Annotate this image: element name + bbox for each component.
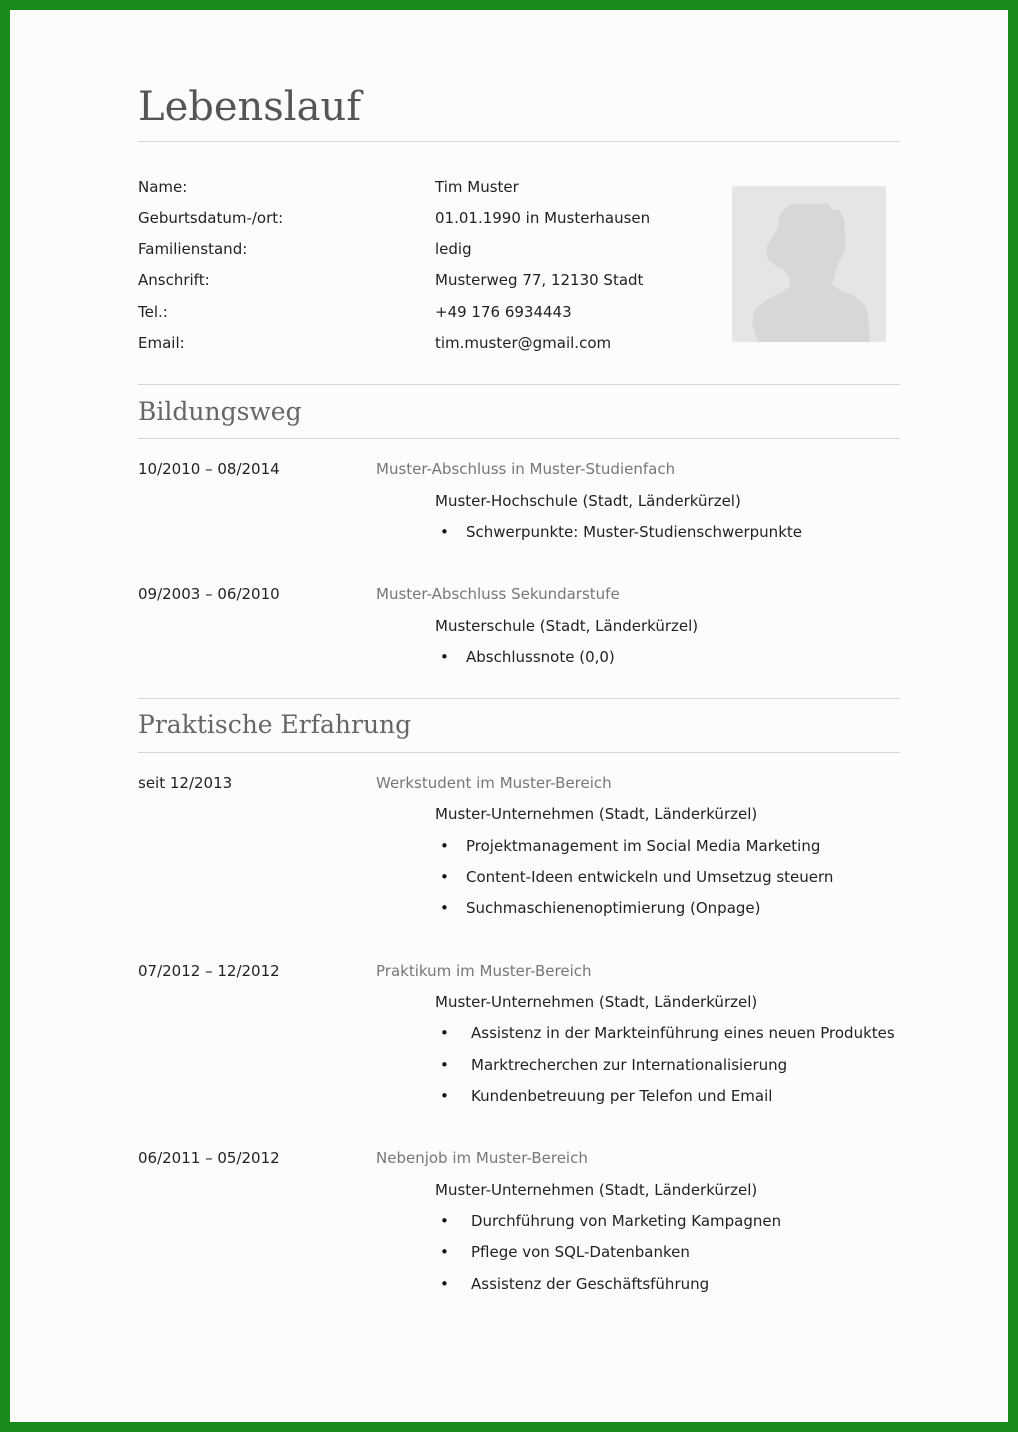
entry-role: Muster-Abschluss Sekundarstufe <box>376 585 620 603</box>
section-heading-experience: Praktische Erfahrung <box>138 710 412 739</box>
divider <box>138 141 900 142</box>
entry-institution: Muster-Unternehmen (Stadt, Länderkürzel) <box>435 993 758 1011</box>
value-email: tim.muster@gmail.com <box>435 334 612 352</box>
label-email: Email: <box>138 334 185 352</box>
entry-role: Praktikum im Muster-Bereich <box>376 962 592 980</box>
entry-date: 06/2011 – 05/2012 <box>138 1149 280 1167</box>
label-birth: Geburtsdatum-/ort: <box>138 209 284 227</box>
list-item: • Assistenz der Geschäftsführung <box>440 1275 710 1293</box>
value-phone: +49 176 6934443 <box>435 303 572 321</box>
person-silhouette-icon <box>732 186 886 342</box>
value-marital: ledig <box>435 240 472 258</box>
divider <box>138 384 900 385</box>
entry-role: Nebenjob im Muster-Bereich <box>376 1149 588 1167</box>
list-item: • Durchführung von Marketing Kampagnen <box>440 1212 782 1230</box>
entry-institution: Muster-Hochschule (Stadt, Länderkürzel) <box>435 492 741 510</box>
value-address: Musterweg 77, 12130 Stadt <box>435 271 644 289</box>
section-heading-education: Bildungsweg <box>138 397 302 426</box>
label-address: Anschrift: <box>138 271 210 289</box>
label-phone: Tel.: <box>138 303 168 321</box>
label-marital: Familienstand: <box>138 240 248 258</box>
value-birth: 01.01.1990 in Musterhausen <box>435 209 651 227</box>
label-name: Name: <box>138 178 188 196</box>
value-name: Tim Muster <box>435 178 519 196</box>
list-item: • Marktrecherchen zur Internationalisierung <box>440 1056 788 1074</box>
cv-page <box>10 10 1008 1422</box>
entry-date: 10/2010 – 08/2014 <box>138 460 280 478</box>
list-item: • Schwerpunkte: Muster-Studienschwerpunkte <box>440 523 802 541</box>
divider <box>138 698 900 699</box>
entry-institution: Musterschule (Stadt, Länderkürzel) <box>435 617 699 635</box>
list-item: • Assistenz in der Markteinführung eines neuen Produktes <box>440 1024 895 1042</box>
list-item: • Pflege von SQL-Datenbanken <box>440 1243 690 1261</box>
page-title: Lebenslauf <box>138 84 362 130</box>
list-item: • Kundenbetreuung per Telefon und Email <box>440 1087 773 1105</box>
list-item: • Content-Ideen entwickeln und Umsetzug steuern <box>440 868 834 886</box>
entry-role: Muster-Abschluss in Muster-Studienfach <box>376 460 676 478</box>
divider <box>138 752 900 753</box>
list-item: • Abschlussnote (0,0) <box>440 648 615 666</box>
list-item: • Projektmanagement im Social Media Marketing <box>440 837 821 855</box>
entry-institution: Muster-Unternehmen (Stadt, Länderkürzel) <box>435 805 758 823</box>
entry-date: 09/2003 – 06/2010 <box>138 585 280 603</box>
list-item: • Suchmaschienenoptimierung (Onpage) <box>440 899 761 917</box>
entry-role: Werkstudent im Muster-Bereich <box>376 774 612 792</box>
entry-date: seit 12/2013 <box>138 774 233 792</box>
profile-photo <box>732 186 886 342</box>
entry-date: 07/2012 – 12/2012 <box>138 962 280 980</box>
divider <box>138 438 900 439</box>
entry-institution: Muster-Unternehmen (Stadt, Länderkürzel) <box>435 1181 758 1199</box>
